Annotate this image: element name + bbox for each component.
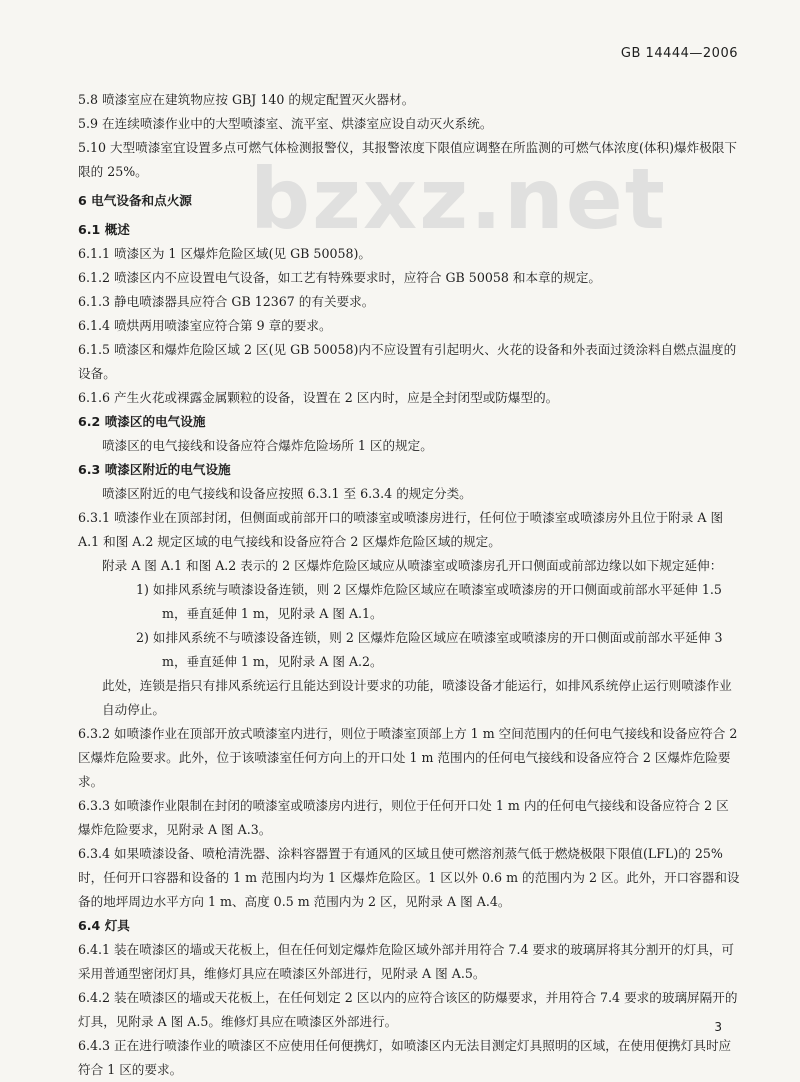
clause-6-4-2: 6.4.2 装在喷漆区的墙或天花板上，在任何划定 2 区以内的应符合该区的防爆要求，并用符合 7.4 要求的玻璃屏隔开的灯具，见附录 A 图 A.5。维修灯具应在喷漆区外部进行。 [78, 990, 738, 1029]
clause-5-10: 5.10 大型喷漆室宜设置多点可燃气体检测报警仪，其报警浓度下限值应调整在所监测的可燃气体浓度(体积)爆炸极限下限的 25%。 [78, 140, 737, 179]
clause-6-3-body: 喷漆区附近的电气接线和设备应按照 6.3.1 至 6.3.4 的规定分类。 [102, 486, 472, 501]
clause-6-4: 6.4 灯具 [78, 918, 130, 933]
clause-6-3-1-c: 此处，连锁是指只有排风系统运行且能达到设计要求的功能，喷漆设备才能运行，如排风系统停止运行则喷漆作业自动停止。 [102, 678, 732, 717]
clause-5-8: 5.8 喷漆室应在建筑物应按 GBJ 140 的规定配置灭火器材。 [78, 92, 415, 107]
clause-6-3-1-b: 附录 A 图 A.1 和图 A.2 表示的 2 区爆炸危险区域应从喷漆室或喷漆房孔开口侧面或前部边缘以如下规定延伸： [102, 558, 723, 573]
page-number: 3 [714, 1020, 722, 1034]
clause-6-3: 6.3 喷漆区附近的电气设施 [78, 462, 231, 477]
clause-6-2-body: 喷漆区的电气接线和设备应符合爆炸危险场所 1 区的规定。 [102, 438, 433, 453]
clause-6-3-1-item1: 1) 如排风系统与喷漆设备连锁，则 2 区爆炸危险区域应在喷漆室或喷漆房的开口侧面或前部水平延伸 1.5 m，垂直延伸 1 m，见附录 A 图 A.1。 [136, 582, 722, 621]
document-body [78, 88, 740, 1082]
clause-6-1: 6.1 概述 [78, 222, 130, 237]
clause-6-3-1: 6.3.1 喷漆作业在顶部封闭，但侧面或前部开口的喷漆室或喷漆房进行，任何位于喷漆室或喷漆房外且位于附录 A 图 A.1 和图 A.2 规定区域的电气接线和设备应符合 2 区爆炸危险区域的规定。 [78, 510, 724, 549]
clause-6-1-4: 6.1.4 喷烘两用喷漆室应符合第 9 章的要求。 [78, 318, 332, 333]
clause-6-1-6: 6.1.6 产生火花或裸露金属颗粒的设备，设置在 2 区内时，应是全封闭型或防爆型的。 [78, 390, 559, 405]
watermark: bzxz.net [250, 150, 667, 248]
standard-number: GB 14444—2006 [620, 46, 738, 61]
clause-6-1-1: 6.1.1 喷漆区为 1 区爆炸危险区域(见 GB 50058)。 [78, 246, 371, 261]
clause-6-3-2: 6.3.2 如喷漆作业在顶部开放式喷漆室内进行，则位于喷漆室顶部上方 1 m 空间范围内的任何电气接线和设备应符合 2 区爆炸危险要求。此外，位于该喷漆室任何方向上的开口处 1 m 范围内的任何电气接线和设备应符合 2 区爆炸危险要求。 [78, 726, 738, 789]
clause-6-3-4: 6.3.4 如果喷漆设备、喷枪清洗器、涂料容器置于有通风的区域且使可燃溶剂蒸气低于燃烧极限下限值(LFL)的 25%时，任何开口容器和设备的 1 m 范围内均为 1 区爆炸危险区。1 区以外 0.6 m 的范围内为 2 区。此外，开口容器和设备的地坪周边水平方向 1 m、高度 0.5 m 范围内为 2 区，见附录 A 图 A.4。 [78, 846, 740, 909]
clause-6-1-5: 6.1.5 喷漆区和爆炸危险区域 2 区(见 GB 50058)内不应设置有引起明火、火花的设备和外表面过烫涂料自燃点温度的设备。 [78, 342, 737, 381]
clause-6-3-1-item2: 2) 如排风系统不与喷漆设备连锁，则 2 区爆炸危险区域应在喷漆室或喷漆房的开口侧面或前部水平延伸 3 m，垂直延伸 1 m，见附录 A 图 A.2。 [136, 630, 723, 669]
clause-6-3-3: 6.3.3 如喷漆作业限制在封闭的喷漆室或喷漆房内进行，则位于任何开口处 1 m 内的任何电气接线和设备应符合 2 区爆炸危险要求，见附录 A 图 A.3。 [78, 798, 729, 837]
clause-5-9: 5.9 在连续喷漆作业中的大型喷漆室、流平室、烘漆室应设自动灭火系统。 [78, 116, 493, 131]
section-6: 6 电气设备和点火源 [78, 193, 192, 208]
clause-6-1-3: 6.1.3 静电喷漆器具应符合 GB 12367 的有关要求。 [78, 294, 375, 309]
clause-6-4-3: 6.4.3 正在进行喷漆作业的喷漆区不应使用任何便携灯，如喷漆区内无法目测定灯具照明的区域，在使用便携灯具时应符合 1 区的要求。 [78, 1038, 732, 1077]
clause-6-2: 6.2 喷漆区的电气设施 [78, 414, 206, 429]
clause-6-1-2: 6.1.2 喷漆区内不应设置电气设备，如工艺有特殊要求时，应符合 GB 50058 和本章的规定。 [78, 270, 602, 285]
clause-6-4-1: 6.4.1 装在喷漆区的墙或天花板上，但在任何划定爆炸危险区域外部并用符合 7.4 要求的玻璃屏将其分割开的灯具，可采用普通型密闭灯具，维修灯具应在喷漆区外部进行，见附录 A 图 A.5。 [78, 942, 734, 981]
